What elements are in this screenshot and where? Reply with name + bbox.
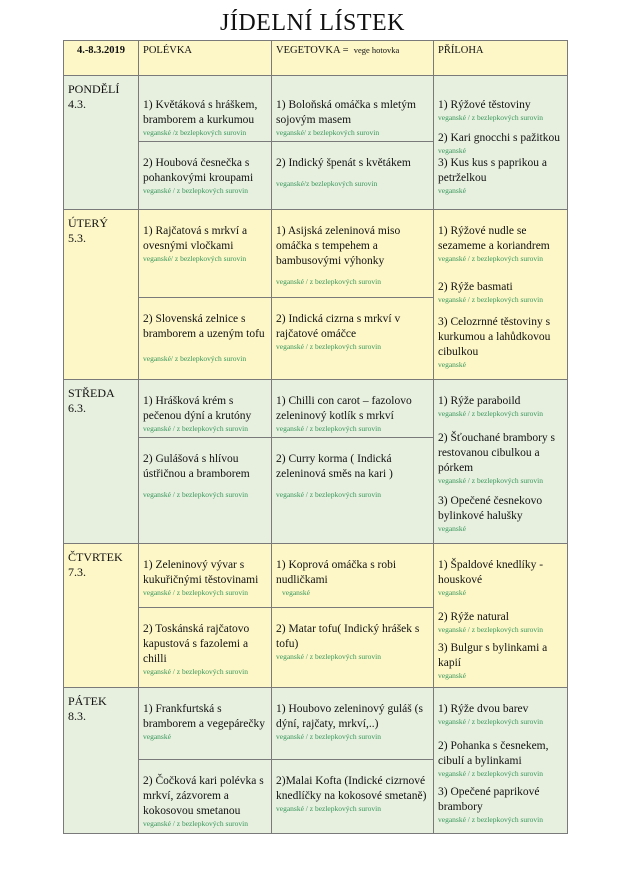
veg-cell <box>272 380 434 438</box>
veg-item: 2)Malai Kofta (Indické cizrnové knedlíčky na kokosové smetaně) <box>276 775 427 802</box>
diet-note: veganské / z bezlepkových surovin <box>438 769 543 778</box>
day-name: ČTVRTEK <box>68 550 123 564</box>
diet-note: veganské /z bezlepkových surovin <box>143 128 247 137</box>
side-item: 3) Opečené česnekovo bylinkové halušky <box>438 495 543 522</box>
soup-cell <box>139 142 272 210</box>
soup-cell <box>139 298 272 380</box>
soup-item: 1) Hrášková krém s pečenou dýní a krutóny <box>143 395 252 422</box>
veg-cell <box>272 438 434 544</box>
day-cell <box>64 688 139 834</box>
diet-note: veganské / z bezlepkových surovin <box>276 652 381 661</box>
side-item: 1) Rýže paraboild <box>438 395 521 407</box>
diet-note: veganské <box>438 524 466 533</box>
day-cell <box>64 380 139 544</box>
diet-note: veganské / z bezlepkových surovin <box>438 815 543 824</box>
day-row-friday <box>64 688 568 760</box>
diet-note: veganské / z bezlepkových surovin <box>438 254 543 263</box>
side-item: 1) Rýžové nudle se sezameme a koriandrem <box>438 225 550 252</box>
veg-cell <box>272 608 434 688</box>
veg-cell <box>272 142 434 210</box>
soup-cell <box>139 688 272 760</box>
soup-cell <box>139 760 272 834</box>
diet-note: veganské <box>143 732 171 741</box>
soup-item: 2) Čočková kari polévka s mrkví, zázvorem a kokosovou smetanou <box>143 775 264 817</box>
veg-item: 2) Curry korma ( Indická zeleninová směs na kari ) <box>276 453 393 480</box>
veg-cell <box>272 76 434 142</box>
side-cell <box>434 76 568 210</box>
side-item: 3) Opečené paprikové brambory <box>438 786 540 813</box>
date-range: 4.-8.3.2019 <box>64 41 139 76</box>
day-name: PÁTEK <box>68 694 107 708</box>
veg-cell <box>272 544 434 608</box>
soup-cell <box>139 608 272 688</box>
page-title: JÍDELNÍ LÍSTEK <box>220 10 405 36</box>
diet-note: veganské/z bezlepkových surovin <box>276 179 378 188</box>
diet-note: veganské / z bezlepkových surovin <box>143 588 248 597</box>
veg-column-note: vege hotovka <box>353 45 400 55</box>
diet-note: veganské / z bezlepkových surovin <box>143 819 248 828</box>
day-row-monday <box>64 76 568 142</box>
day-row-tuesday <box>64 210 568 298</box>
day-date: 5.3. <box>68 231 86 245</box>
side-item: 3) Kus kus s paprikou a petrželkou <box>438 157 547 184</box>
side-item: 3) Celozrnné těstoviny s kurkumou a lahůdkovou cibulkou <box>438 316 551 358</box>
soup-cell <box>139 76 272 142</box>
side-item: 3) Bulgur s bylinkami a kapií <box>438 642 548 669</box>
soup-item: 2) Houbová česnečka s pohankovými kroupami <box>143 157 254 184</box>
diet-note: veganské <box>438 588 466 597</box>
diet-note: veganské / z bezlepkových surovin <box>143 186 248 195</box>
diet-note: veganské / z bezlepkových surovin <box>143 490 248 499</box>
soup-cell <box>139 544 272 608</box>
day-row-thursday <box>64 544 568 608</box>
side-item: 1) Špaldové knedlíky - houskové <box>438 559 544 586</box>
side-item: 2) Pohanka s česnekem, cibulí a bylinkami <box>438 740 549 767</box>
side-item: 2) Rýže natural <box>438 611 509 623</box>
veg-item: 1) Koprová omáčka s robi nudličkami <box>276 559 397 586</box>
menu-table <box>63 40 568 834</box>
soup-column-header: POLÉVKA <box>139 41 272 76</box>
diet-note: veganské <box>438 671 466 680</box>
veg-item: 2) Indická cizrna s mrkví v rajčatové omáčce <box>276 313 401 340</box>
day-cell <box>64 544 139 688</box>
diet-note: veganské / z bezlepkových surovin <box>438 295 543 304</box>
diet-note: veganské/ z bezlepkových surovin <box>276 128 380 137</box>
veg-cell <box>272 298 434 380</box>
diet-note: veganské / z bezlepkových surovin <box>143 424 248 433</box>
day-date: 8.3. <box>68 709 86 723</box>
side-cell <box>434 688 568 834</box>
side-item: 1) Rýžové těstoviny <box>438 99 531 111</box>
day-name: STŘEDA <box>68 386 115 400</box>
soup-item: 1) Frankfurtská s bramborem a vegepárečky <box>143 703 265 730</box>
side-column-header: PŘÍLOHA <box>434 41 568 76</box>
soup-item: 1) Květáková s hráškem, bramborem a kurkumou <box>143 99 258 126</box>
diet-note: veganské / z bezlepkových surovin <box>143 667 248 676</box>
diet-note: veganské / z bezlepkových surovin <box>276 732 381 741</box>
diet-note: veganské / z bezlepkových surovin <box>276 804 381 813</box>
veg-cell <box>272 210 434 298</box>
side-item: 1) Rýže dvou barev <box>438 703 529 715</box>
day-date: 7.3. <box>68 565 86 579</box>
diet-note: veganské <box>438 186 466 195</box>
diet-note: veganské / z bezlepkových surovin <box>276 424 381 433</box>
soup-item: 2) Toskánská rajčatovo kapustová s fazolemi a chilli <box>143 623 250 665</box>
diet-note: veganské <box>438 146 466 155</box>
side-item: 2) Šťouchané brambory s restovanou cibulkou a pórkem <box>438 432 556 474</box>
veg-item: 1) Houbovo zeleninový guláš (s dýní, rajčaty, mrkví,..) <box>276 703 423 730</box>
diet-note: veganské / z bezlepkových surovin <box>438 409 543 418</box>
diet-note: veganské <box>282 588 310 597</box>
side-cell <box>434 544 568 688</box>
diet-note: veganské / z bezlepkových surovin <box>276 342 381 351</box>
diet-note: veganské/ z bezlepkových surovin <box>143 354 247 363</box>
diet-note: veganské / z bezlepkových surovin <box>438 113 543 122</box>
side-cell <box>434 210 568 380</box>
side-cell <box>434 380 568 544</box>
diet-note: veganské/ z bezlepkových surovin <box>143 254 247 263</box>
header-row <box>64 41 568 76</box>
side-item: 2) Kari gnocchi s pažitkou <box>438 132 560 144</box>
soup-cell <box>139 210 272 298</box>
day-name: PONDĚLÍ <box>68 82 120 96</box>
soup-item: 2) Slovenská zelnice s bramborem a uzeným tofu <box>143 313 265 340</box>
veg-cell <box>272 760 434 834</box>
veg-cell <box>272 688 434 760</box>
soup-item: 1) Rajčatová s mrkví a ovesnými vločkami <box>143 225 248 252</box>
day-cell <box>64 76 139 210</box>
side-item: 2) Rýže basmati <box>438 281 513 293</box>
day-date: 4.3. <box>68 97 86 111</box>
diet-note: veganské / z bezlepkových surovin <box>438 476 543 485</box>
veg-item: 1) Chilli con carot – fazolovo zeleninový kotlík s mrkví <box>276 395 412 422</box>
veg-item: 2) Matar tofu( Indický hrášek s tofu) <box>276 623 420 650</box>
veg-item: 1) Boloňská omáčka s mletým sojovým masem <box>276 99 416 126</box>
day-cell <box>64 210 139 380</box>
soup-item: 2) Gulášová s hlívou ústřičnou a bramborem <box>143 453 250 480</box>
soup-cell <box>139 438 272 544</box>
soup-cell <box>139 380 272 438</box>
soup-item: 1) Zeleninový vývar s kukuřičnými těstovinami <box>143 559 259 586</box>
diet-note: veganské / z bezlepkových surovin <box>276 277 381 286</box>
veg-item: 1) Asijská zeleninová miso omáčka s tempehem a bambusovými výhonky <box>276 225 401 267</box>
day-date: 6.3. <box>68 401 86 415</box>
diet-note: veganské <box>438 360 466 369</box>
veg-item: 2) Indický špenát s květákem <box>276 157 411 169</box>
day-row-wednesday <box>64 380 568 438</box>
diet-note: veganské / z bezlepkových surovin <box>276 490 381 499</box>
day-name: ÚTERÝ <box>68 216 108 230</box>
veg-column-title: VEGETOVKA = <box>276 45 349 56</box>
diet-note: veganské / z bezlepkových surovin <box>438 717 543 726</box>
diet-note: veganské / z bezlepkových surovin <box>438 625 543 634</box>
veg-column-header <box>272 41 434 76</box>
